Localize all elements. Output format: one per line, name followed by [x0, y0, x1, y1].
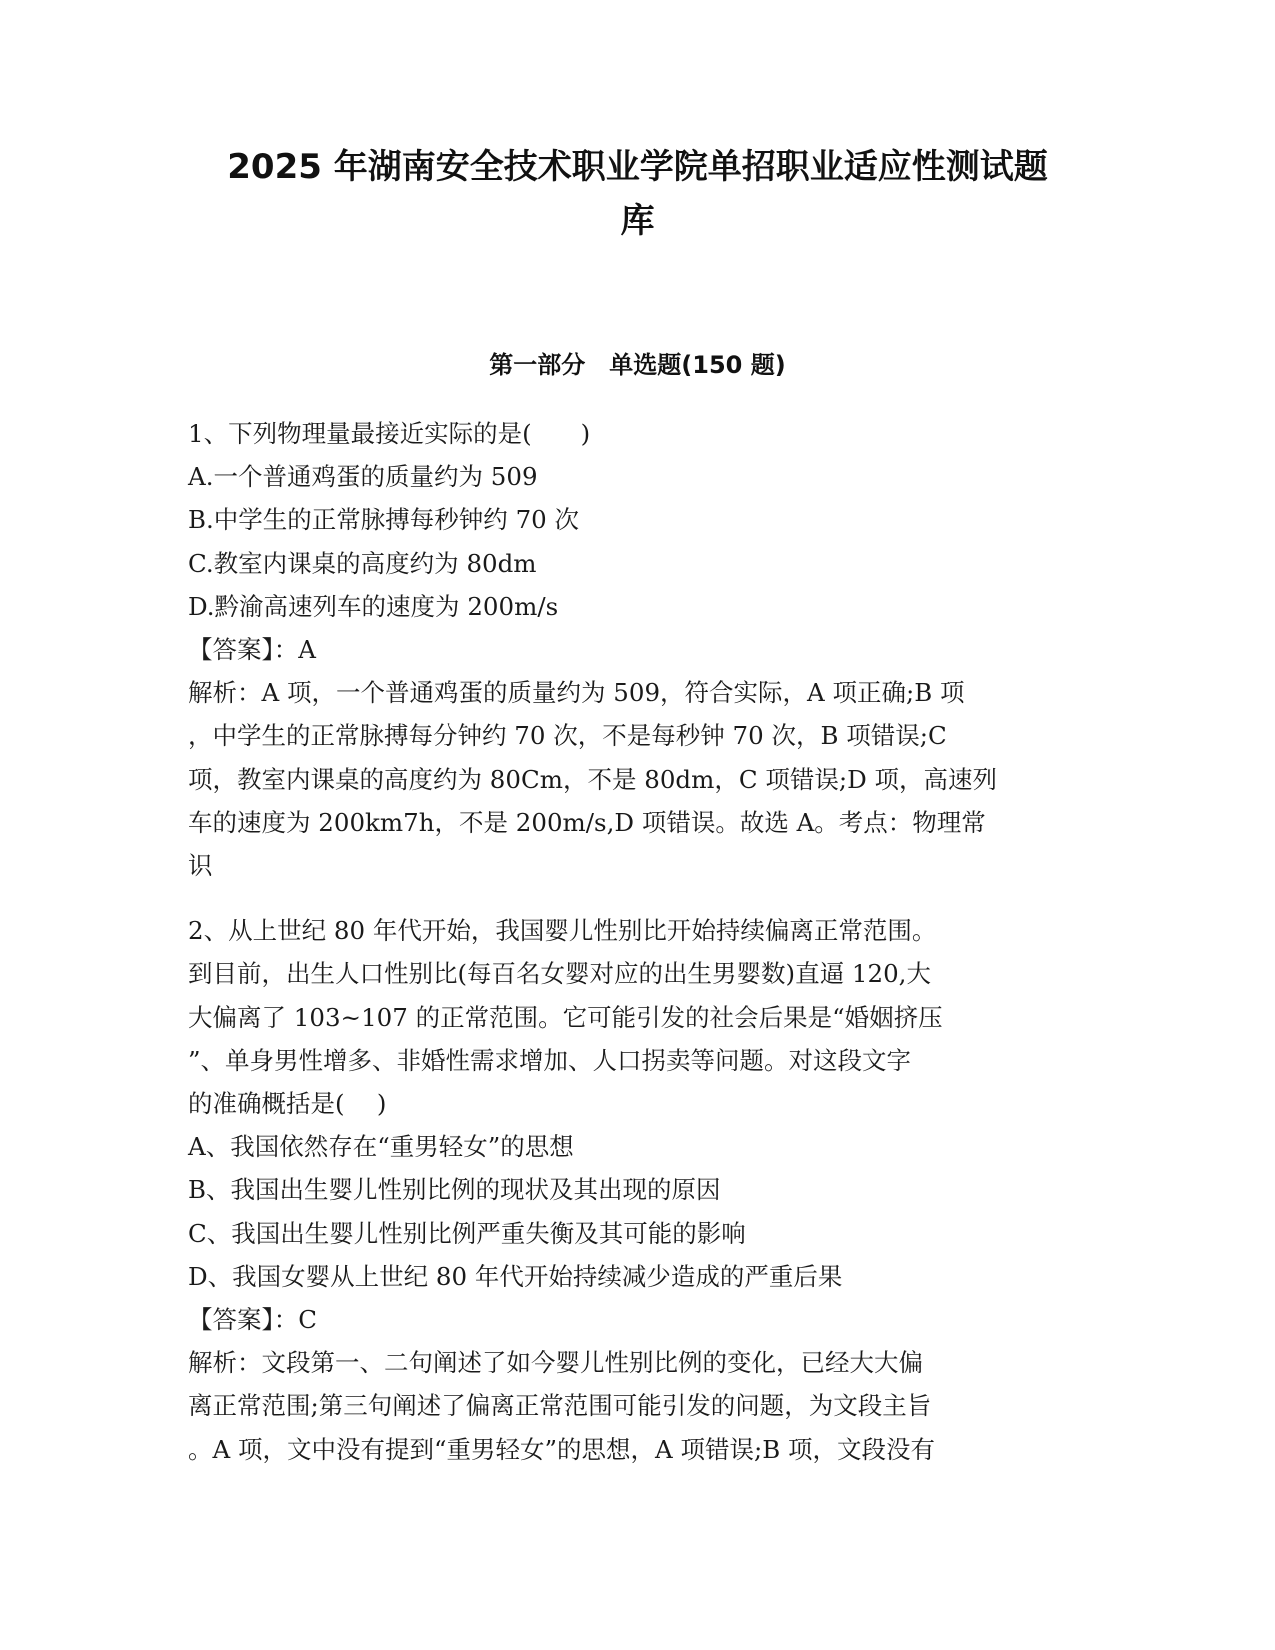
option-d: D、我国女婴从上世纪 80 年代开始持续减少造成的严重后果: [188, 1261, 843, 1291]
analysis-line: 车的速度为 200km7h，不是 200m/s,D 项错误。故选 A。考点：物理常: [188, 807, 986, 837]
document-title-line-1: 2025 年湖南安全技术职业学院单招职业适应性测试题: [227, 147, 1048, 187]
option-c: C、我国出生婴儿性别比例严重失衡及其可能的影响: [188, 1218, 746, 1248]
analysis-line: 离正常范围;第三句阐述了偏离正常范围可能引发的问题，为文段主旨: [188, 1391, 932, 1421]
option-c: C.教室内课桌的高度约为 80dm: [188, 548, 537, 578]
question-1: [188, 412, 1088, 887]
question-2: [188, 909, 1088, 1471]
section-heading: 第一部分 单选题(150 题): [489, 351, 786, 379]
analysis-line: 项，教室内课桌的高度约为 80Cm，不是 80dm，C 项错误;D 项，高速列: [188, 764, 998, 794]
analysis-line: 解析：A 项，一个普通鸡蛋的质量约为 509，符合实际，A 项正确;B 项: [188, 678, 965, 708]
option-d: D.黔渝高速列车的速度为 200m/s: [188, 591, 559, 621]
document-title: [180, 140, 1095, 248]
question-stem-line: 大偏离了 103~107 的正常范围。它可能引发的社会后果是“婚姻挤压: [188, 1002, 943, 1032]
option-a: A、我国依然存在“重男轻女”的思想: [188, 1132, 574, 1162]
option-b: B、我国出生婴儿性别比例的现状及其出现的原因: [188, 1175, 721, 1205]
question-stem-line: ”、单身男性增多、非婚性需求增加、人口拐卖等问题。对这段文字: [188, 1045, 912, 1075]
option-a: A.一个普通鸡蛋的质量约为 509: [188, 462, 538, 492]
analysis-line: 。A 项，文中没有提到“重男轻女”的思想，A 项错误;B 项，文段没有: [188, 1434, 936, 1464]
analysis-line: ，中学生的正常脉搏每分钟约 70 次，不是每秒钟 70 次，B 项错误;C: [188, 721, 947, 751]
analysis-line: 识: [188, 851, 213, 881]
question-list: [188, 412, 1088, 1471]
option-b: B.中学生的正常脉搏每秒钟约 70 次: [188, 505, 580, 535]
document-title-line-2: 库: [620, 201, 655, 241]
question-stem-line: 的准确概括是( ): [188, 1089, 387, 1119]
analysis-line: 解析：文段第一、二句阐述了如今婴儿性别比例的变化，已经大大偏: [188, 1348, 923, 1378]
question-stem-line: 到目前，出生人口性别比(每百名女婴对应的出生男婴数)直逼 120,大: [188, 959, 931, 989]
question-stem-line: 2、从上世纪 80 年代开始，我国婴儿性别比开始持续偏离正常范围。: [188, 916, 937, 946]
answer-line: 【答案】：A: [188, 635, 316, 665]
question-stem-line: 1、下列物理量最接近实际的是( ): [188, 419, 591, 448]
answer-line: 【答案】：C: [188, 1305, 317, 1335]
